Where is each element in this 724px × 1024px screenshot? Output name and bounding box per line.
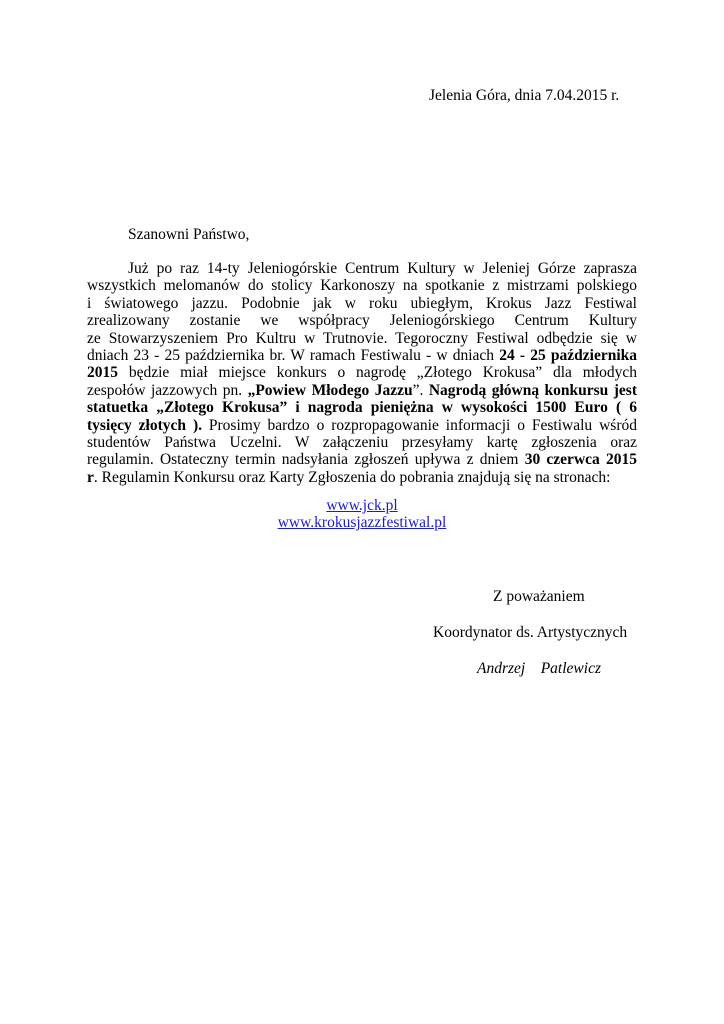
body-text-bold: 24 - 25 października [499, 346, 637, 364]
link-jck[interactable]: www.jck.pl [326, 497, 398, 514]
letter-body [87, 260, 637, 486]
body-text-segment: dniach 23 - 25 października br. W ramach Festiwalu - w dniach [87, 346, 500, 364]
body-line [87, 277, 637, 294]
body-text-segment: regulamin. Ostateczny termin nadsyłania zgłoszeń upływa z dniem [87, 451, 525, 469]
body-line [87, 417, 637, 434]
body-text-segment: . Regulamin Konkursu oraz Karty Zgłoszenia do pobrania znajdują się na stronach: [93, 468, 611, 486]
body-text-segment: ”. [412, 381, 429, 399]
closing-phrase: Z poważaniem [493, 588, 585, 605]
body-line [87, 295, 637, 312]
body-text-bold: 2015 [87, 364, 118, 382]
body-line [87, 312, 637, 329]
body-text-segment: Prosimy bardzo o rozpropagowanie informacji o Festiwalu wśród [201, 416, 637, 434]
body-line [87, 399, 637, 416]
body-text-segment: i światowego jazzu. Podobnie jak w roku ubiegłym, Krokus Jazz Festiwal [87, 294, 637, 312]
body-line [87, 434, 637, 451]
signer-title: Koordynator ds. Artystycznych [433, 624, 628, 641]
body-text-segment: zrealizowany zostanie we współpracy Jeleniogórskiego Centrum Kultury [87, 312, 637, 330]
body-line [87, 347, 637, 364]
body-text-segment: Już po raz 14-ty Jeleniogórskie Centrum Kultury w Jeleniej Górze zaprasza [128, 260, 637, 277]
body-text-segment: zespołów jazzowych pn. [87, 381, 248, 399]
place-date: Jelenia Góra, dnia 7.04.2015 r. [429, 87, 620, 104]
body-line [87, 382, 637, 399]
body-text-segment: studentów Państwa Uczelni. W załączeniu przesyłamy kartę zgłoszenia oraz [87, 433, 637, 451]
body-text-bold: r [87, 468, 94, 486]
body-line [87, 451, 637, 468]
body-line [87, 330, 637, 347]
body-text-segment: wszystkich melomanów do stolicy Karkonoszy na spotkanie z mistrzami polskiego [87, 277, 637, 295]
body-text-bold: statuetka „Złotego Krokusa” i nagroda pieniężna w wysokości 1500 Euro ( 6 [87, 399, 637, 417]
links-block [87, 497, 637, 532]
body-text-bold: „Powiew Młodego Jazzu [247, 381, 413, 399]
body-line [87, 469, 637, 486]
link-krokus-jazz-festiwal[interactable]: www.krokusjazzfestiwal.pl [277, 514, 447, 532]
body-text-bold: Nagrodą główną konkursu jest [428, 381, 637, 399]
signer-name: Andrzej Patlewicz [477, 660, 601, 677]
body-text-segment: ze Stowarzyszeniem Pro Kultru w Trutnovie. Tegoroczny Festiwal odbędzie się w [87, 329, 637, 347]
body-line [87, 364, 637, 381]
body-text-bold: tysięcy złotych ). [87, 416, 202, 434]
body-text-bold: 30 czerwca 2015 [524, 451, 638, 469]
body-line [87, 260, 637, 277]
salutation: Szanowni Państwo, [128, 226, 250, 243]
body-text-segment: będzie miał miejsce konkurs o nagrodę „Złotego Krokusa” dla młodych [118, 364, 637, 382]
